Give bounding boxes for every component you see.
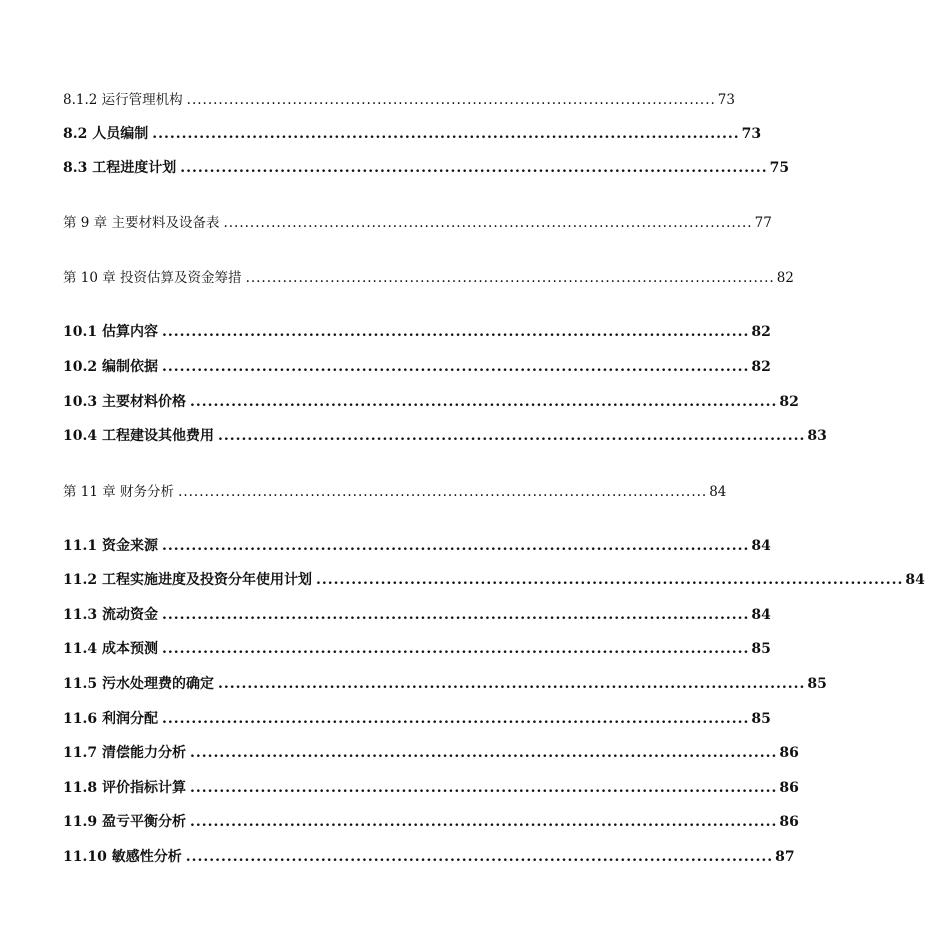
dot-leader: .................................................................................................... (161, 607, 750, 623)
dot-leader: .................................................................................................... (315, 572, 904, 588)
toc-entry-page: 86 (779, 814, 799, 830)
dot-leader: .................................................................................................... (189, 745, 778, 761)
dot-leader: .................................................................................................... (180, 160, 768, 176)
toc-entry-8-2[interactable] (63, 123, 762, 143)
toc-entry-page: 87 (775, 849, 795, 865)
toc-entry-page: 85 (751, 711, 771, 727)
toc-entry-page: 82 (751, 324, 771, 340)
dot-leader: .................................................................................................... (185, 849, 774, 865)
toc-entry-label: 8.2 人员编制 (63, 126, 149, 142)
toc-entry-11-2[interactable] (63, 569, 925, 589)
toc-entry-label: 11.9 盈亏平衡分析 (63, 814, 186, 830)
toc-entry-chapter-9[interactable] (63, 211, 772, 231)
toc-entry-10-2[interactable] (63, 356, 771, 376)
toc-entry-page: 84 (905, 572, 925, 588)
toc-entry-page: 84 (751, 538, 771, 554)
toc-entry-10-3[interactable] (63, 391, 799, 411)
dot-leader: .................................................................................................... (189, 394, 778, 410)
toc-entry-8-3[interactable] (63, 157, 790, 177)
toc-entry-page: 85 (807, 676, 827, 692)
toc-entry-11-5[interactable] (63, 673, 827, 693)
toc-entry-page: 85 (751, 641, 771, 657)
toc-entry-label: 11.1 资金来源 (63, 538, 158, 554)
toc-entry-page: 82 (751, 359, 771, 375)
toc-entry-chapter-10[interactable] (63, 266, 794, 286)
toc-entry-page: 73 (741, 126, 762, 142)
toc-entry-label: 第 11 章 财务分析 (63, 484, 175, 500)
toc-entry-page: 82 (779, 394, 799, 410)
toc-entry-label: 10.3 主要材料价格 (63, 394, 186, 410)
toc-entry-page: 83 (807, 428, 827, 444)
toc-entry-8-1-2[interactable] (63, 88, 735, 108)
dot-leader: .................................................................................................... (178, 484, 708, 500)
dot-leader: .................................................................................................... (189, 814, 778, 830)
toc-entry-11-10[interactable] (63, 846, 795, 866)
toc-entry-11-1[interactable] (63, 535, 771, 555)
toc-entry-11-9[interactable] (63, 811, 799, 831)
toc-entry-11-4[interactable] (63, 638, 771, 658)
toc-entry-label: 8.3 工程进度计划 (63, 160, 177, 176)
toc-entry-10-1[interactable] (63, 321, 771, 341)
toc-entry-label: 8.1.2 运行管理机构 (63, 92, 183, 108)
toc-entry-page: 84 (709, 484, 727, 500)
dot-leader: .................................................................................................... (161, 538, 750, 554)
toc-entry-page: 75 (769, 160, 790, 176)
toc-entry-11-8[interactable] (63, 777, 799, 797)
dot-leader: .................................................................................................... (217, 676, 806, 692)
dot-leader: .................................................................................................... (223, 215, 753, 231)
toc-entry-label: 11.8 评价指标计算 (63, 780, 186, 796)
dot-leader: .................................................................................................... (161, 359, 750, 375)
toc-entry-label: 11.7 清偿能力分析 (63, 745, 186, 761)
toc-entry-label: 11.10 敏感性分析 (63, 849, 182, 865)
toc-entry-11-6[interactable] (63, 708, 771, 728)
dot-leader: .................................................................................................... (161, 324, 750, 340)
dot-leader: .................................................................................................... (152, 126, 740, 142)
toc-entry-page: 77 (754, 215, 772, 231)
toc-entry-page: 82 (776, 270, 794, 286)
toc-entry-10-4[interactable] (63, 425, 827, 445)
toc-entry-11-7[interactable] (63, 742, 799, 762)
toc-entry-label: 第 9 章 主要材料及设备表 (63, 215, 220, 231)
toc-entry-label: 10.1 估算内容 (63, 324, 158, 340)
toc-entry-page: 73 (717, 92, 735, 108)
dot-leader: .................................................................................................... (161, 711, 750, 727)
dot-leader: .................................................................................................... (161, 641, 750, 657)
dot-leader: .................................................................................................... (186, 92, 716, 108)
dot-leader: .................................................................................................... (245, 270, 775, 286)
toc-entry-label: 11.4 成本预测 (63, 641, 158, 657)
dot-leader: .................................................................................................... (189, 780, 778, 796)
toc-entry-page: 84 (751, 607, 771, 623)
toc-entry-label: 10.2 编制依据 (63, 359, 158, 375)
toc-entry-label: 11.5 污水处理费的确定 (63, 676, 214, 692)
toc-entry-11-3[interactable] (63, 604, 771, 624)
toc-entry-chapter-11[interactable] (63, 480, 727, 500)
toc-entry-page: 86 (779, 745, 799, 761)
toc-entry-label: 11.2 工程实施进度及投资分年使用计划 (63, 572, 312, 588)
toc-entry-label: 11.3 流动资金 (63, 607, 158, 623)
toc-entry-label: 11.6 利润分配 (63, 711, 158, 727)
toc-entry-page: 86 (779, 780, 799, 796)
toc-entry-label: 第 10 章 投资估算及资金筹措 (63, 270, 242, 286)
toc-entry-label: 10.4 工程建设其他费用 (63, 428, 214, 444)
dot-leader: .................................................................................................... (217, 428, 806, 444)
